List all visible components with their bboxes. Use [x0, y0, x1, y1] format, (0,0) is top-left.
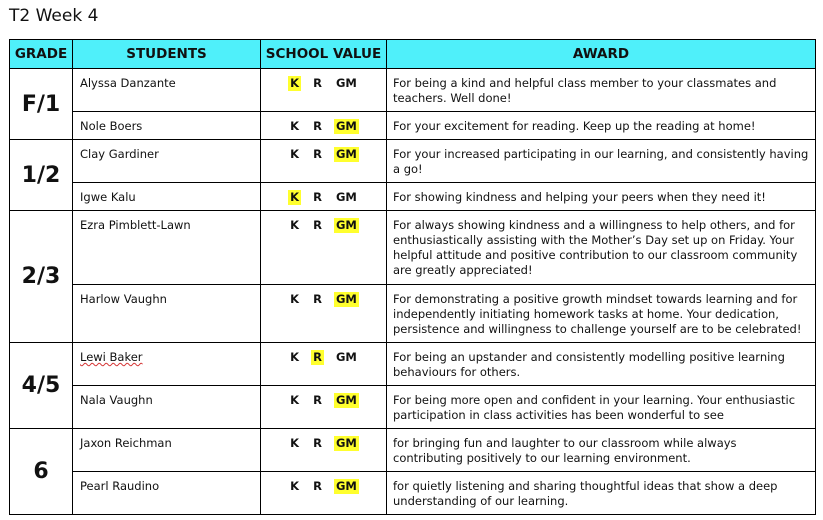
- value-gm-selected: GM: [335, 218, 357, 232]
- award-text: for bringing fun and laughter to our classroom while always contributing positively to our learning environment.: [387, 429, 816, 472]
- school-value-cell: [261, 112, 387, 140]
- student-name-text: Pearl Raudino: [80, 479, 160, 493]
- school-value-cell: [261, 183, 387, 211]
- grade-cell: 2/3: [10, 211, 73, 343]
- value-gm: GM: [335, 76, 357, 90]
- value-r: R: [313, 76, 322, 90]
- value-k-selected: K: [290, 76, 300, 90]
- awards-table: [9, 39, 816, 515]
- grade-cell: 1/2: [10, 140, 73, 211]
- table-row: [10, 211, 816, 285]
- award-text: For your increased participating in our learning, and consistently having a go!: [387, 140, 816, 183]
- value-k: K: [290, 119, 300, 133]
- table-row: [10, 386, 816, 429]
- value-gm-selected: GM: [335, 119, 357, 133]
- value-k: K: [290, 350, 300, 364]
- value-k-selected: K: [290, 190, 300, 204]
- student-name: [73, 472, 261, 515]
- page-title: T2 Week 4: [9, 6, 99, 26]
- value-k: K: [290, 479, 300, 493]
- student-name-text: Harlow Vaughn: [80, 292, 167, 306]
- table-row: [10, 285, 816, 343]
- student-name-text: Nala Vaughn: [80, 393, 153, 407]
- header-award: AWARD: [387, 40, 816, 69]
- header-school-value: SCHOOL VALUE: [261, 40, 387, 69]
- header-students: STUDENTS: [73, 40, 261, 69]
- table-body: [10, 69, 816, 515]
- school-value-cell: [261, 285, 387, 343]
- student-name: [73, 285, 261, 343]
- value-r: R: [313, 292, 322, 306]
- award-text: For being an upstander and consistently modelling positive learning behaviours for others.: [387, 343, 816, 386]
- value-r: R: [313, 147, 322, 161]
- school-value-cell: [261, 343, 387, 386]
- student-name-text: Alyssa Danzante: [80, 76, 176, 90]
- value-r: R: [313, 190, 322, 204]
- table-row: [10, 112, 816, 140]
- school-value-cell: [261, 472, 387, 515]
- student-name-text: Jaxon Reichman: [80, 436, 172, 450]
- value-gm: GM: [335, 350, 357, 364]
- value-gm-selected: GM: [335, 147, 357, 161]
- value-gm: GM: [335, 190, 357, 204]
- value-r: R: [313, 119, 322, 133]
- value-k: K: [290, 436, 300, 450]
- school-value-cell: [261, 211, 387, 285]
- student-name: [73, 429, 261, 472]
- value-gm-selected: GM: [335, 436, 357, 450]
- table-row: [10, 69, 816, 112]
- value-r: R: [313, 218, 322, 232]
- grade-cell: 4/5: [10, 343, 73, 429]
- table-row: [10, 140, 816, 183]
- school-value-cell: [261, 429, 387, 472]
- value-k: K: [290, 393, 300, 407]
- school-value-cell: [261, 386, 387, 429]
- student-name-text: Igwe Kalu: [80, 190, 136, 204]
- table-row: [10, 472, 816, 515]
- award-text: for quietly listening and sharing thoughtful ideas that show a deep understanding of our learning.: [387, 472, 816, 515]
- value-r: R: [313, 479, 322, 493]
- grade-cell: F/1: [10, 69, 73, 140]
- award-text: For showing kindness and helping your peers when they need it!: [387, 183, 816, 211]
- value-k: K: [290, 147, 300, 161]
- value-r: R: [313, 436, 322, 450]
- student-name-text: Clay Gardiner: [80, 147, 159, 161]
- student-name: [73, 386, 261, 429]
- student-name: [73, 69, 261, 112]
- table-row: [10, 429, 816, 472]
- value-r: R: [313, 393, 322, 407]
- student-name-text: Lewi Baker: [80, 350, 143, 364]
- value-gm-selected: GM: [335, 393, 357, 407]
- table-row: [10, 183, 816, 211]
- award-text: For always showing kindness and a willingness to help others, and for enthusiastically assisting with the Mother’s Day set up on Friday. Your helpful attitude and positive contribution to our classroom community are greatly appreciated!: [387, 211, 816, 285]
- school-value-cell: [261, 140, 387, 183]
- student-name-text: Ezra Pimblett-Lawn: [80, 218, 191, 232]
- header-grade: GRADE: [10, 40, 73, 69]
- student-name: [73, 211, 261, 285]
- award-text: For demonstrating a positive growth mindset towards learning and for independently initiating homework tasks at home. Your dedication, persistence and willingness to challenge yourself are to be celebrated!: [387, 285, 816, 343]
- student-name: [73, 343, 261, 386]
- student-name: [73, 112, 261, 140]
- school-value-cell: [261, 69, 387, 112]
- value-gm-selected: GM: [335, 292, 357, 306]
- value-r-selected: R: [313, 350, 322, 364]
- table-row: [10, 343, 816, 386]
- student-name-text: Nole Boers: [80, 119, 143, 133]
- grade-cell: 6: [10, 429, 73, 515]
- award-text: For your excitement for reading. Keep up the reading at home!: [387, 112, 816, 140]
- award-text: For being a kind and helpful class member to your classmates and teachers. Well done!: [387, 69, 816, 112]
- value-k: K: [290, 292, 300, 306]
- value-gm-selected: GM: [335, 479, 357, 493]
- header-row: [10, 40, 816, 69]
- value-k: K: [290, 218, 300, 232]
- student-name: [73, 140, 261, 183]
- award-text: For being more open and confident in your learning. Your enthusiastic participation in class activities has been wonderful to see: [387, 386, 816, 429]
- student-name: [73, 183, 261, 211]
